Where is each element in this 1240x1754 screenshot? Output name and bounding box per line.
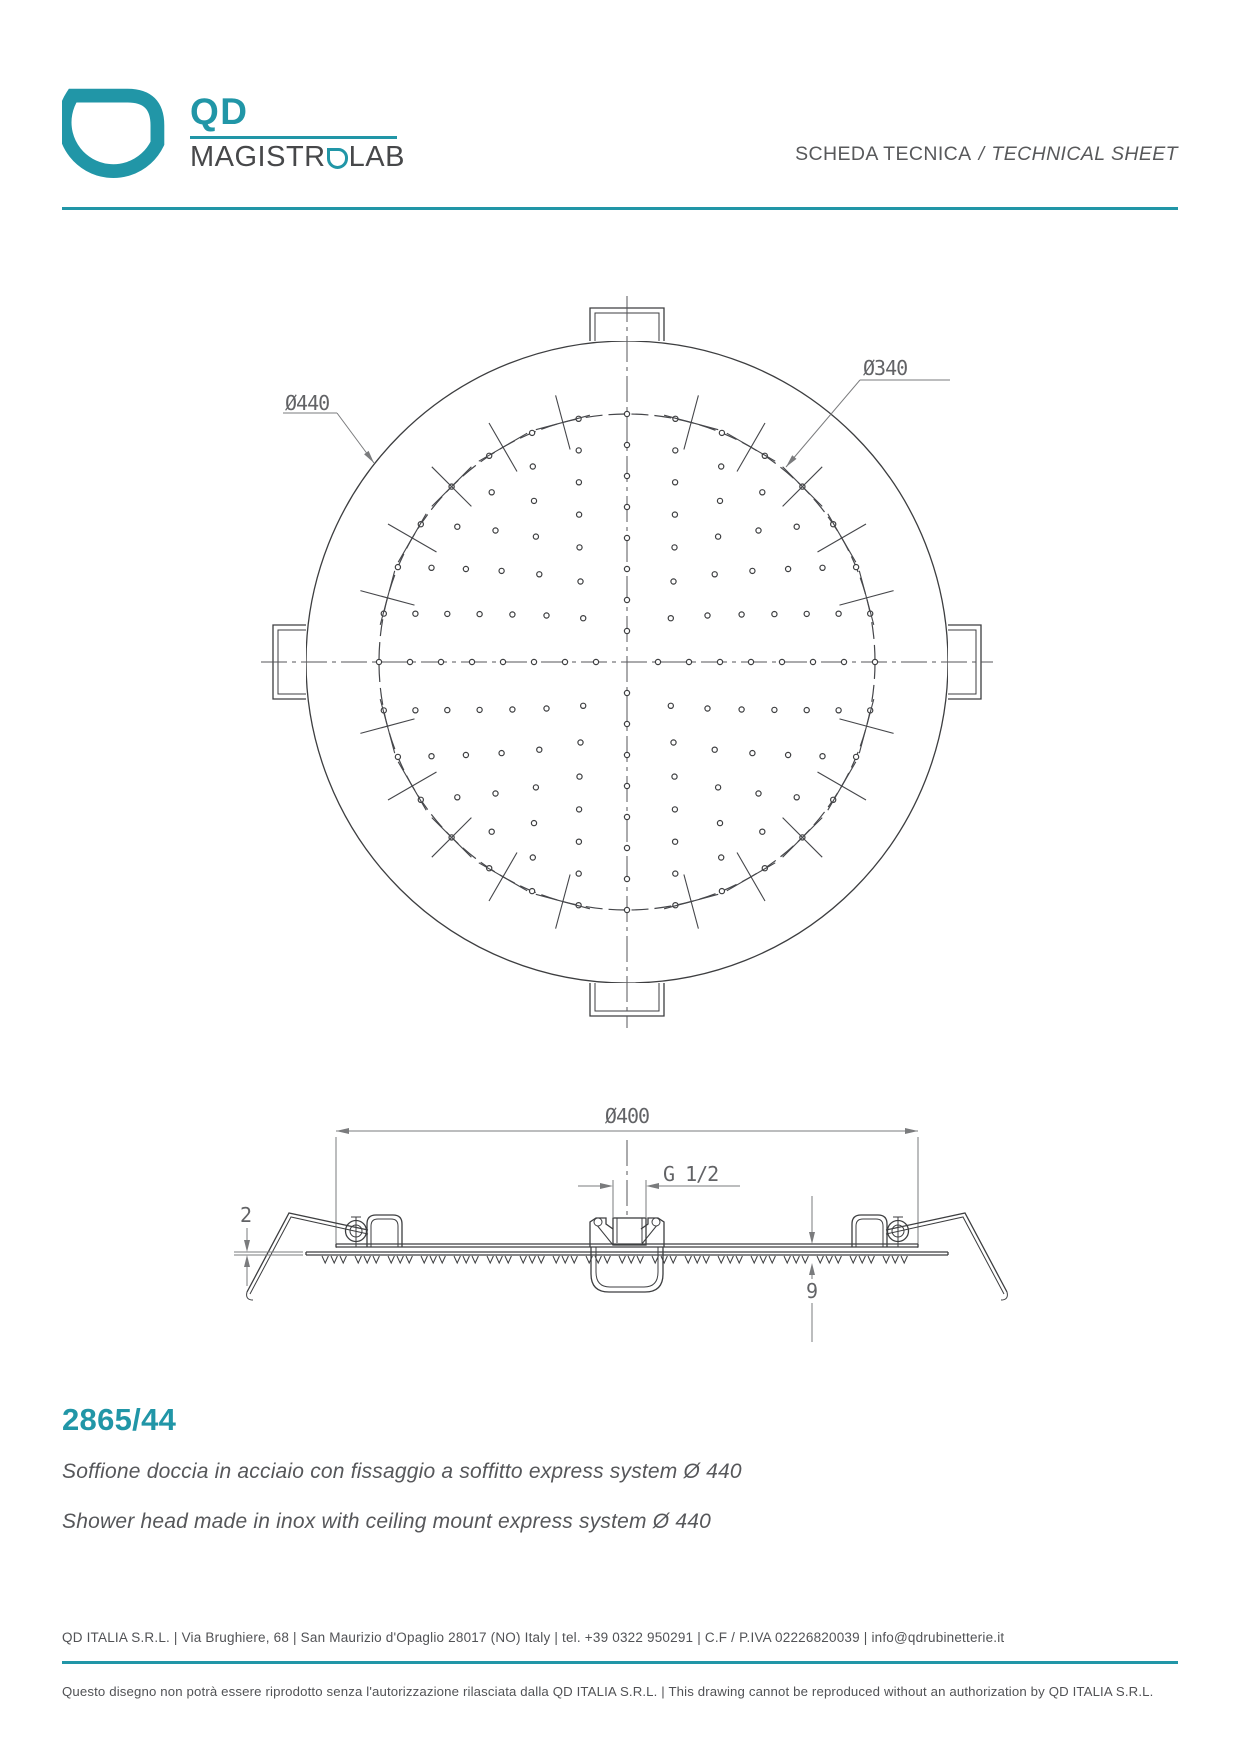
sheet-title (795, 143, 1178, 166)
brand-wordmark-pre: MAGISTR (190, 141, 326, 173)
dim-label-spray-diameter: Ø340 (863, 356, 908, 380)
brand-wordmark-main (190, 143, 405, 172)
brand-wordmark-post: LAB (348, 141, 405, 173)
dim-label-thread: G 1/2 (663, 1162, 719, 1186)
footer-disclaimer: Questo disegno non potrà essere riprodotto senza l'autorizzazione rilasciata dalla QD ITALIA S.R.L. | This drawing cannot be reproduced without an authorization by QD ITALIA S.R.L. (62, 1684, 1154, 1699)
brand-block (62, 85, 422, 195)
brand-wordmark-qd: QD (190, 91, 249, 132)
footer-divider (62, 1661, 1178, 1664)
product-description-it: Soffione doccia in acciaio con fissaggio a soffitto express system Ø 440 (62, 1460, 742, 1483)
sheet-title-it: SCHEDA TECNICA (795, 143, 972, 165)
dim-label-depth: 9 (803, 1279, 820, 1303)
product-description-en: Shower head made in inox with ceiling mount express system Ø 440 (62, 1510, 711, 1533)
footer-contact: QD ITALIA S.R.L. | Via Brughiere, 68 | San Maurizio d'Opaglio 28017 (NO) Italy | tel. +39 0322 950291 | C.F / P.IVA 02226820039 | info@qdrubinetterie.it (62, 1630, 1005, 1645)
dim-label-width: Ø400 (604, 1104, 650, 1128)
header-divider (62, 207, 1178, 210)
brand-wordmark (190, 93, 405, 172)
sheet-title-separator: / (978, 143, 985, 165)
sheet-title-en: TECHNICAL SHEET (991, 143, 1178, 165)
product-code: 2865/44 (62, 1402, 177, 1437)
dim-label-thickness: 2 (240, 1203, 252, 1227)
wordmark-drop-o-icon (327, 148, 348, 169)
brand-drop-icon (62, 85, 168, 191)
brand-rule (190, 136, 397, 139)
dim-label-outer-diameter: Ø440 (285, 391, 330, 415)
